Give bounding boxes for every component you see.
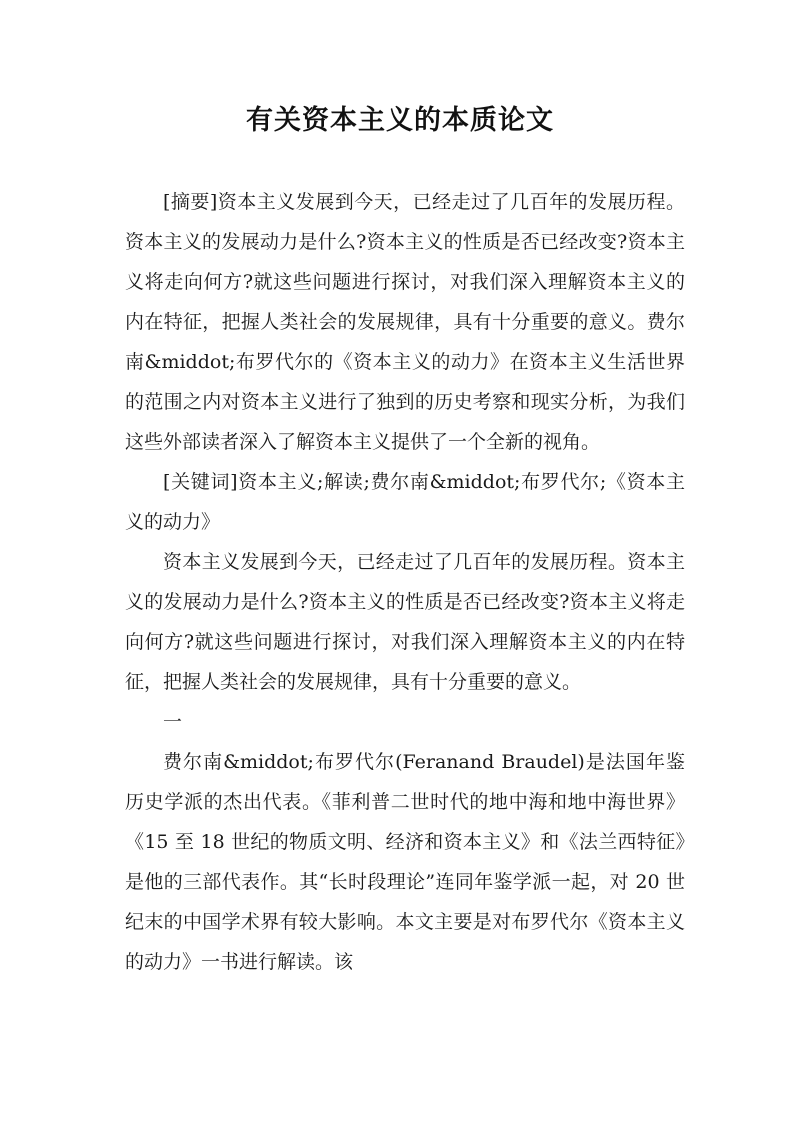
section-marker: 一 bbox=[163, 711, 183, 733]
intro-paragraph: 资本主义发展到今天，已经走过了几百年的发展历程。资本主义的发展动力是什么?资本主义的性质是否已经改变?资本主义将走向何方?就这些问题进行探讨，对我们深入理解资本主义的内在特征，把握人类社会的发展规律，具有十分重要的意义。 bbox=[125, 551, 685, 693]
document-body bbox=[125, 182, 685, 982]
abstract-paragraph: [摘要]资本主义发展到今天，已经走过了几百年的发展历程。资本主义的发展动力是什么?资本主义的性质是否已经改变?资本主义将走向何方?就这些问题进行探讨，对我们深入理解资本主义的内在特征，把握人类社会的发展规律，具有十分重要的意义。费尔南&middot;布罗代尔的《资本主义的动力》在资本主义生活世界的范围之内对资本主义进行了独到的历史考察和现实分析，为我们这些外部读者深入了解资本主义提供了一个全新的视角。 bbox=[125, 191, 685, 453]
page-title: 有关资本主义的本质论文 bbox=[246, 105, 554, 136]
keywords-paragraph: [关键词]资本主义;解读;费尔南&middot;布罗代尔;《资本主义的动力》 bbox=[125, 471, 685, 533]
section1-paragraph: 费尔南&middot;布罗代尔(Feranand Braudel)是法国年鉴历史学派的杰出代表。《菲利普二世时代的地中海和地中海世界》《15 至 18 世纪的物质文明、经济和资本主义》和《法兰西特征》是他的三部代表作。其“长时段理论”连同年鉴学派一起，对 20 世纪末的中国学术界有较大影响。本文主要是对布罗代尔《资本主义的动力》一书进行解读。该 bbox=[125, 751, 685, 973]
